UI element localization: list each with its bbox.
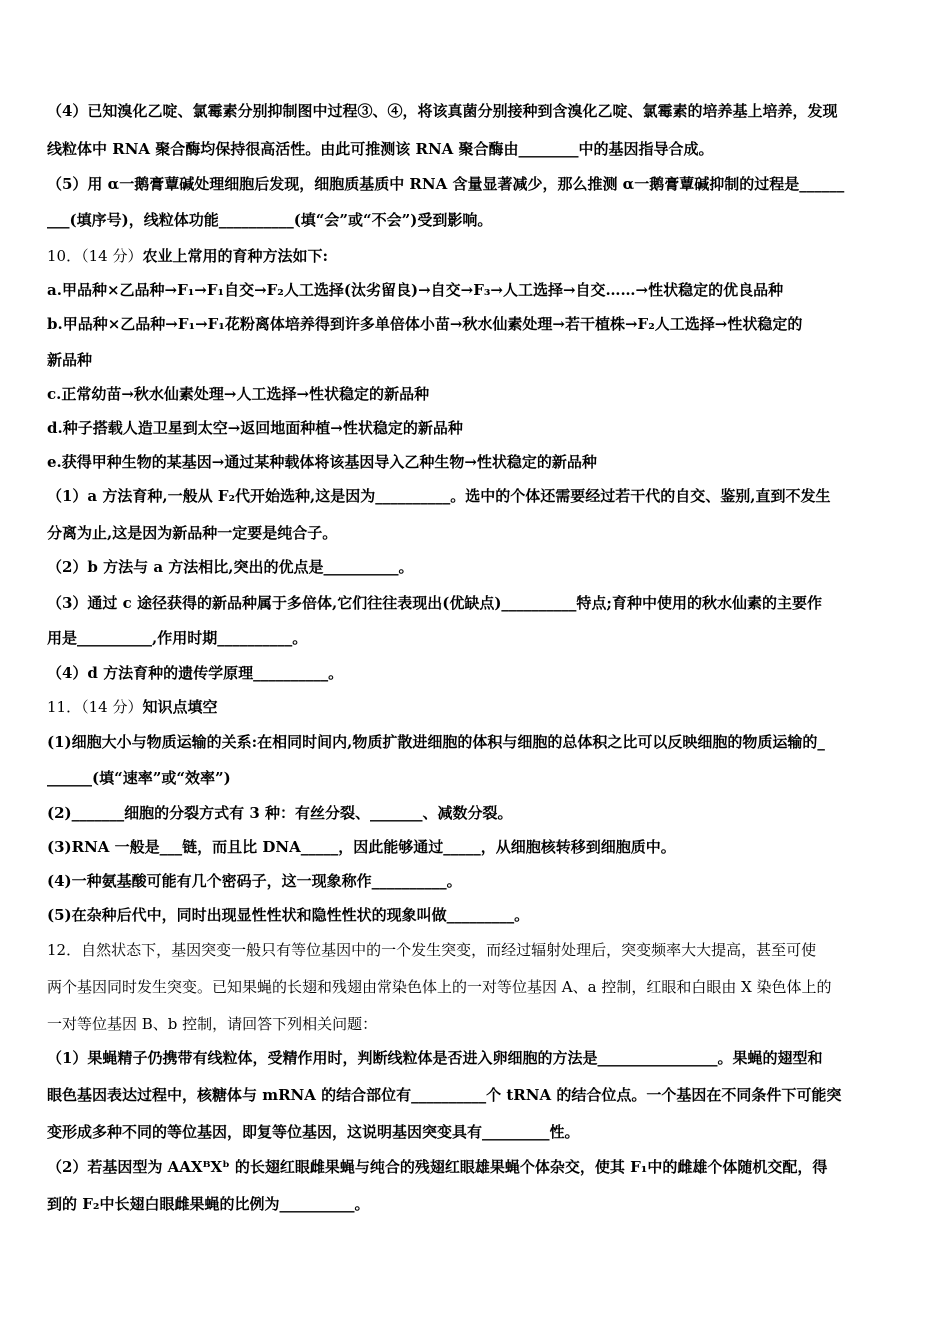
- q9-part4-line2: 线粒体中 RNA 聚合酶均保持很高活性。由此可推测该 RNA 聚合酶由________中的基因指导合成。: [47, 140, 714, 158]
- q12-sub1-line1: （1）果蝇精子仍携带有线粒体，受精作用时，判断线粒体是否进入卵细胞的方法是________________。果蝇的翅型和: [47, 1049, 823, 1067]
- q10-sub3-line1: （3）通过 c 途径获得的新品种属于多倍体,它们往往表现出(优缺点)__________特点;育种中使用的秋水仙素的主要作: [47, 594, 822, 612]
- q11-item5: (5)在杂种后代中，同时出现显性性状和隐性性状的现象叫做_________。: [47, 906, 530, 924]
- q12-heading-line2: 两个基因同时发生突变。已知果蝇的长翅和残翅由常染色体上的一对等位基因 A、a 控制，红眼和白眼由 X 染色体上的: [47, 978, 832, 996]
- q11-item1-line1: (1)细胞大小与物质运输的关系:在相同时间内,物质扩散进细胞的体积与细胞的总体积之比可以反映细胞的物质运输的_: [47, 733, 825, 751]
- q10-sub4: （4）d 方法育种的遗传学原理__________。: [47, 664, 344, 682]
- q10-heading: [47, 246, 909, 266]
- q12-sub2-line1: （2）若基因型为 AAXᴮXᵇ 的长翅红眼雌果蝇与纯合的残翅红眼雄果蝇个体杂交，使其 F₁中的雌雄个体随机交配，得: [47, 1158, 828, 1176]
- q9-part5-line1: （5）用 α一鹅膏蕈碱处理细胞后发现，细胞质基质中 RNA 含量显著减少，那么推测 α一鹅膏蕈碱抑制的过程是______: [47, 175, 845, 193]
- q11-number: 11．（14 分）: [47, 698, 143, 716]
- q11-item2: (2)_______细胞的分裂方式有 3 种：有丝分裂、_______、减数分裂。: [47, 804, 513, 822]
- q10-sub2: （2）b 方法与 a 方法相比,突出的优点是__________。: [47, 558, 414, 576]
- q12-sub2-line2: 到的 F₂中长翅白眼雌果蝇的比例为__________。: [47, 1195, 370, 1213]
- q10-method-a: a.甲品种×乙品种→F₁→F₁自交→F₂人工选择(汰劣留良)→自交→F₃→人工选择→自交……→性状稳定的优良品种: [47, 281, 784, 299]
- q9-part5-line2: ___(填序号)，线粒体功能__________(填“会”或“不会”)受到影响。: [47, 211, 493, 229]
- q12-sub1-line3: 变形成多种不同的等位基因，即复等位基因，这说明基因突变具有_________性。: [47, 1123, 580, 1141]
- q11-item1-line2: ______(填“速率”或“效率”): [47, 769, 231, 787]
- q10-sub1-line1: （1）a 方法育种,一般从 F₂代开始选种,这是因为__________。选中的个体还需要经过若干代的自交、鉴别,直到不发生: [47, 487, 831, 505]
- q9-part4-line1: （4）已知溴化乙啶、氯霉素分别抑制图中过程③、④，将该真菌分别接种到含溴化乙啶、氯霉素的培养基上培养，发现: [47, 102, 838, 120]
- q10-method-b-line2: 新品种: [47, 351, 93, 369]
- q10-heading-text: 农业上常用的育种方法如下:: [142, 247, 328, 265]
- q10-sub3-line2: 用是__________,作用时期__________。: [47, 629, 308, 647]
- q12-sub1-line2: 眼色基因表达过程中，核糖体与 mRNA 的结合部位有__________个 tRNA 的结合位点。一个基因在不同条件下可能突: [47, 1086, 842, 1104]
- q10-method-e: e.获得甲种生物的某基因→通过某种载体将该基因导入乙种生物→性状稳定的新品种: [47, 453, 597, 471]
- q10-sub1-line2: 分离为止,这是因为新品种一定要是纯合子。: [47, 524, 338, 542]
- q10-number: 10．（14 分）: [47, 247, 143, 265]
- q11-heading: [47, 697, 909, 717]
- q10-method-d: d.种子搭载人造卫星到太空→返回地面种植→性状稳定的新品种: [47, 419, 463, 437]
- q11-item4: (4)一种氨基酸可能有几个密码子，这一现象称作__________。: [47, 872, 462, 890]
- q12-heading-line1: 12．自然状态下，基因突变一般只有等位基因中的一个发生突变，而经过辐射处理后，突变频率大大提高，甚至可使: [47, 941, 817, 959]
- q11-item3: (3)RNA 一般是___链，而且比 DNA_____，因此能够通过_____，从细胞核转移到细胞质中。: [47, 838, 676, 856]
- q10-method-c: c.正常幼苗→秋水仙素处理→人工选择→性状稳定的新品种: [47, 385, 430, 403]
- q10-method-b-line1: b.甲品种×乙品种→F₁→F₁花粉离体培养得到许多单倍体小苗→秋水仙素处理→若干植株→F₂人工选择→性状稳定的: [47, 315, 803, 333]
- q11-heading-text: 知识点填空: [142, 698, 218, 716]
- q12-heading-line3: 一对等位基因 B、b 控制，请回答下列相关问题：: [47, 1015, 378, 1033]
